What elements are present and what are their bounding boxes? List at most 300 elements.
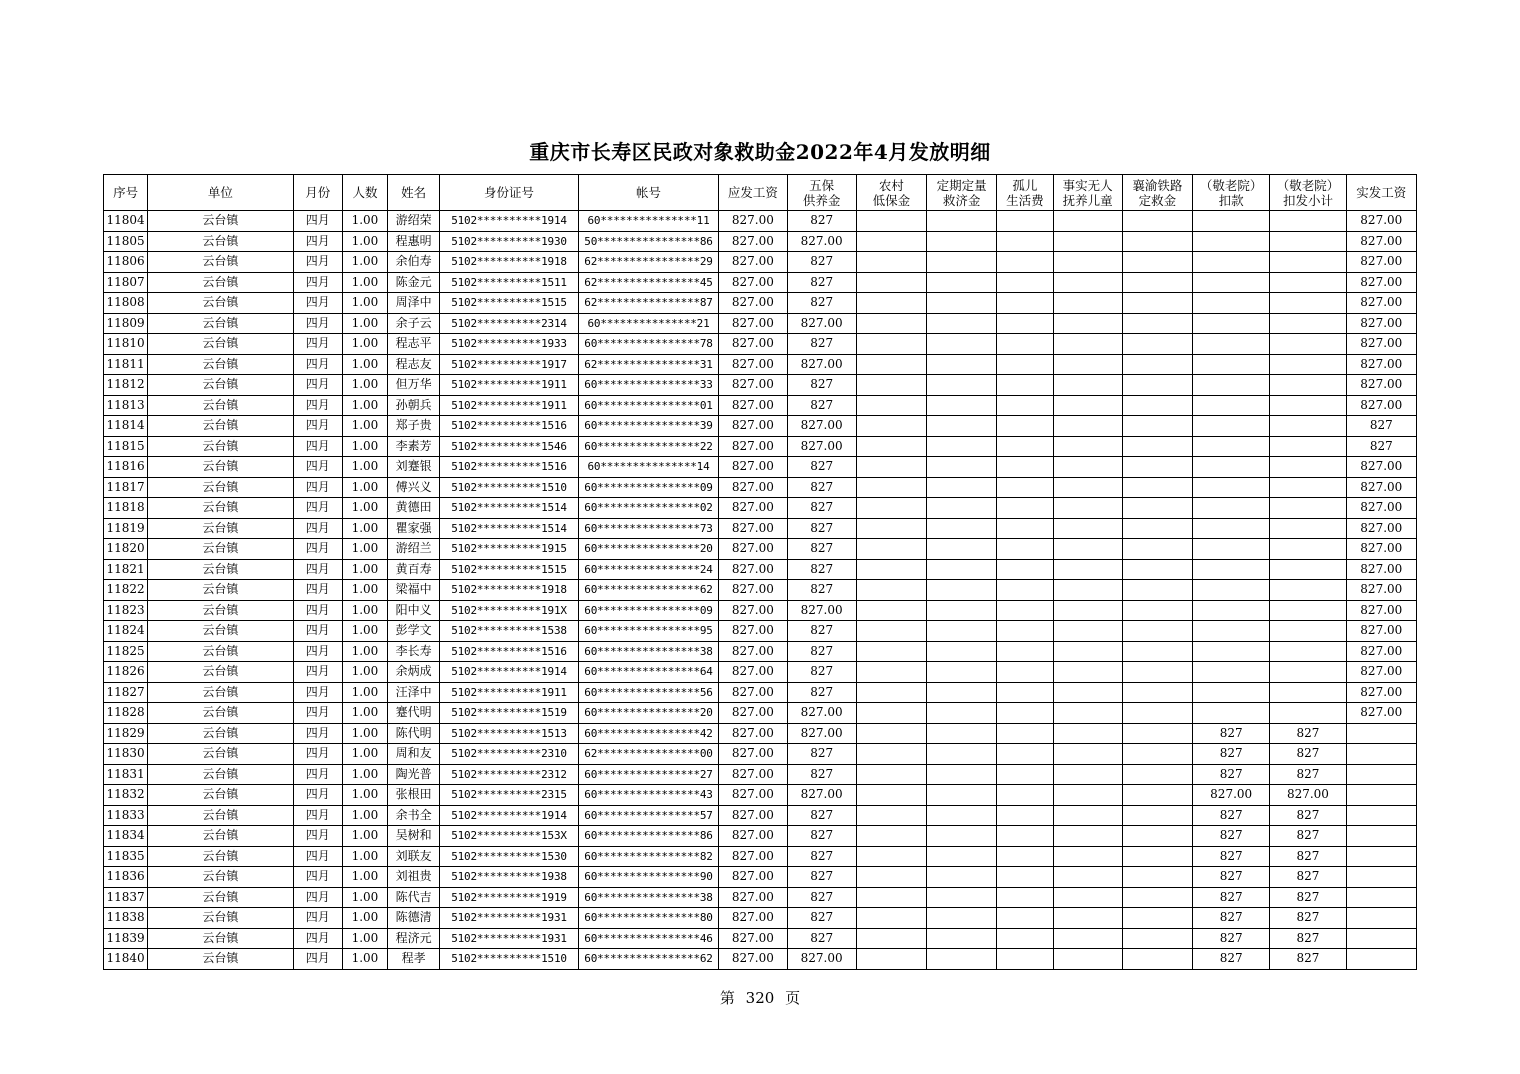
cell-fixed-relief	[927, 293, 997, 314]
cell-nursing-subtotal: 827	[1270, 846, 1346, 867]
cell-gross-pay: 827.00	[719, 580, 787, 601]
cell-unit: 云台镇	[148, 539, 294, 560]
cell-fixed-relief	[927, 498, 997, 519]
cell-nursing-subtotal	[1270, 375, 1346, 396]
cell-orphan-allowance	[997, 867, 1053, 888]
cell-orphan-allowance	[997, 949, 1053, 970]
cell-rural-subsidy	[856, 518, 926, 539]
cell-fixed-relief	[927, 600, 997, 621]
cell-nursing-subtotal: 827	[1270, 826, 1346, 847]
cell-net-pay: 827.00	[1346, 498, 1416, 519]
cell-month: 四月	[293, 703, 342, 724]
table-row	[104, 744, 1417, 765]
cell-rural-subsidy	[856, 252, 926, 273]
cell-fixed-relief	[927, 334, 997, 355]
cell-account: 60****************39	[578, 416, 719, 437]
cell-five-guarantee: 827	[787, 621, 856, 642]
cell-fixed-relief	[927, 826, 997, 847]
cell-rural-subsidy	[856, 211, 926, 232]
cell-gross-pay: 827.00	[719, 703, 787, 724]
cell-orphan-allowance	[997, 231, 1053, 252]
cell-five-guarantee: 827.00	[787, 436, 856, 457]
cell-headcount: 1.00	[342, 826, 387, 847]
cell-id-number: 5102**********2315	[440, 785, 579, 806]
cell-unsupported-child	[1053, 621, 1122, 642]
cell-account: 60***************21	[578, 313, 719, 334]
cell-name: 陈代吉	[388, 887, 440, 908]
cell-unsupported-child	[1053, 211, 1122, 232]
cell-account: 60****************09	[578, 600, 719, 621]
cell-id-number: 5102**********2310	[440, 744, 579, 765]
cell-railway-relief	[1122, 416, 1192, 437]
cell-railway-relief	[1122, 498, 1192, 519]
cell-month: 四月	[293, 682, 342, 703]
table-row	[104, 436, 1417, 457]
cell-gross-pay: 827.00	[719, 416, 787, 437]
cell-unsupported-child	[1053, 518, 1122, 539]
cell-unsupported-child	[1053, 416, 1122, 437]
table-body	[104, 211, 1417, 970]
cell-id-number: 5102**********1516	[440, 457, 579, 478]
cell-five-guarantee: 827.00	[787, 354, 856, 375]
cell-serial: 11828	[104, 703, 148, 724]
cell-net-pay: 827.00	[1346, 375, 1416, 396]
cell-month: 四月	[293, 600, 342, 621]
cell-five-guarantee: 827.00	[787, 313, 856, 334]
cell-fixed-relief	[927, 785, 997, 806]
cell-net-pay: 827.00	[1346, 211, 1416, 232]
header-net-pay: 实发工资	[1346, 175, 1416, 211]
cell-five-guarantee: 827	[787, 293, 856, 314]
cell-id-number: 5102**********1911	[440, 375, 579, 396]
cell-railway-relief	[1122, 682, 1192, 703]
cell-net-pay: 827.00	[1346, 539, 1416, 560]
cell-nursing-subtotal: 827	[1270, 908, 1346, 929]
cell-nursing-subtotal: 827.00	[1270, 785, 1346, 806]
cell-net-pay: 827.00	[1346, 293, 1416, 314]
cell-railway-relief	[1122, 805, 1192, 826]
cell-net-pay: 827.00	[1346, 272, 1416, 293]
cell-month: 四月	[293, 354, 342, 375]
cell-serial: 11826	[104, 662, 148, 683]
cell-fixed-relief	[927, 662, 997, 683]
cell-five-guarantee: 827	[787, 211, 856, 232]
cell-id-number: 5102**********1538	[440, 621, 579, 642]
cell-five-guarantee: 827	[787, 744, 856, 765]
cell-gross-pay: 827.00	[719, 621, 787, 642]
cell-rural-subsidy	[856, 887, 926, 908]
cell-nursing-subtotal	[1270, 600, 1346, 621]
header-nursing-subtotal: （敬老院） 扣发小计	[1270, 175, 1346, 211]
cell-railway-relief	[1122, 375, 1192, 396]
cell-fixed-relief	[927, 539, 997, 560]
cell-month: 四月	[293, 867, 342, 888]
cell-unit: 云台镇	[148, 293, 294, 314]
cell-five-guarantee: 827	[787, 559, 856, 580]
cell-rural-subsidy	[856, 621, 926, 642]
cell-fixed-relief	[927, 354, 997, 375]
cell-id-number: 5102**********1915	[440, 539, 579, 560]
cell-serial: 11823	[104, 600, 148, 621]
cell-five-guarantee: 827	[787, 252, 856, 273]
cell-rural-subsidy	[856, 477, 926, 498]
cell-nursing-deduction	[1193, 559, 1270, 580]
cell-nursing-subtotal: 827	[1270, 867, 1346, 888]
cell-fixed-relief	[927, 846, 997, 867]
header-rural-subsidy: 农村 低保金	[856, 175, 926, 211]
cell-railway-relief	[1122, 231, 1192, 252]
cell-name: 余书全	[388, 805, 440, 826]
cell-five-guarantee: 827	[787, 928, 856, 949]
cell-month: 四月	[293, 416, 342, 437]
cell-name: 周和友	[388, 744, 440, 765]
cell-account: 60****************33	[578, 375, 719, 396]
cell-unit: 云台镇	[148, 949, 294, 970]
cell-month: 四月	[293, 395, 342, 416]
cell-unit: 云台镇	[148, 477, 294, 498]
cell-serial: 11833	[104, 805, 148, 826]
page-number: 320	[745, 989, 775, 1007]
cell-headcount: 1.00	[342, 867, 387, 888]
cell-rural-subsidy	[856, 662, 926, 683]
cell-rural-subsidy	[856, 457, 926, 478]
cell-nursing-subtotal: 827	[1270, 764, 1346, 785]
cell-headcount: 1.00	[342, 313, 387, 334]
cell-unit: 云台镇	[148, 641, 294, 662]
cell-net-pay: 827.00	[1346, 313, 1416, 334]
cell-name: 陶光普	[388, 764, 440, 785]
cell-name: 李素芳	[388, 436, 440, 457]
table-row	[104, 621, 1417, 642]
cell-railway-relief	[1122, 908, 1192, 929]
cell-unit: 云台镇	[148, 805, 294, 826]
cell-id-number: 5102**********1914	[440, 211, 579, 232]
cell-nursing-subtotal	[1270, 662, 1346, 683]
cell-name: 傅兴义	[388, 477, 440, 498]
cell-rural-subsidy	[856, 949, 926, 970]
cell-net-pay	[1346, 805, 1416, 826]
cell-nursing-deduction	[1193, 477, 1270, 498]
cell-unsupported-child	[1053, 723, 1122, 744]
cell-id-number: 5102**********1914	[440, 662, 579, 683]
cell-name: 程济元	[388, 928, 440, 949]
cell-net-pay: 827.00	[1346, 354, 1416, 375]
cell-orphan-allowance	[997, 662, 1053, 683]
cell-rural-subsidy	[856, 723, 926, 744]
cell-gross-pay: 827.00	[719, 949, 787, 970]
cell-five-guarantee: 827	[787, 334, 856, 355]
cell-serial: 11809	[104, 313, 148, 334]
cell-gross-pay: 827.00	[719, 436, 787, 457]
cell-orphan-allowance	[997, 928, 1053, 949]
cell-headcount: 1.00	[342, 293, 387, 314]
cell-railway-relief	[1122, 723, 1192, 744]
cell-name: 陈代明	[388, 723, 440, 744]
cell-nursing-deduction	[1193, 703, 1270, 724]
cell-headcount: 1.00	[342, 785, 387, 806]
cell-unsupported-child	[1053, 641, 1122, 662]
cell-headcount: 1.00	[342, 805, 387, 826]
page-title: 重庆市长寿区民政对象救助金2022年4月发放明细	[529, 140, 991, 164]
cell-unsupported-child	[1053, 395, 1122, 416]
cell-headcount: 1.00	[342, 272, 387, 293]
table-row	[104, 313, 1417, 334]
cell-gross-pay: 827.00	[719, 375, 787, 396]
cell-orphan-allowance	[997, 641, 1053, 662]
cell-gross-pay: 827.00	[719, 908, 787, 929]
cell-gross-pay: 827.00	[719, 641, 787, 662]
cell-account: 60***************11	[578, 211, 719, 232]
cell-railway-relief	[1122, 826, 1192, 847]
cell-five-guarantee: 827	[787, 375, 856, 396]
cell-orphan-allowance	[997, 846, 1053, 867]
cell-rural-subsidy	[856, 293, 926, 314]
cell-account: 60****************82	[578, 846, 719, 867]
cell-gross-pay: 827.00	[719, 744, 787, 765]
cell-id-number: 5102**********1914	[440, 805, 579, 826]
cell-nursing-deduction: 827	[1193, 826, 1270, 847]
cell-rural-subsidy	[856, 805, 926, 826]
cell-serial: 11840	[104, 949, 148, 970]
cell-serial: 11835	[104, 846, 148, 867]
cell-month: 四月	[293, 723, 342, 744]
cell-month: 四月	[293, 211, 342, 232]
cell-orphan-allowance	[997, 416, 1053, 437]
cell-nursing-subtotal: 827	[1270, 949, 1346, 970]
cell-serial: 11818	[104, 498, 148, 519]
cell-rural-subsidy	[856, 334, 926, 355]
cell-month: 四月	[293, 231, 342, 252]
cell-railway-relief	[1122, 744, 1192, 765]
cell-rural-subsidy	[856, 908, 926, 929]
table-row	[104, 641, 1417, 662]
cell-unit: 云台镇	[148, 928, 294, 949]
cell-id-number: 5102**********1530	[440, 846, 579, 867]
cell-unit: 云台镇	[148, 211, 294, 232]
cell-orphan-allowance	[997, 723, 1053, 744]
table-row	[104, 887, 1417, 908]
cell-unit: 云台镇	[148, 252, 294, 273]
cell-five-guarantee: 827.00	[787, 949, 856, 970]
cell-month: 四月	[293, 334, 342, 355]
cell-unsupported-child	[1053, 498, 1122, 519]
cell-unit: 云台镇	[148, 662, 294, 683]
cell-account: 60****************78	[578, 334, 719, 355]
cell-account: 60****************24	[578, 559, 719, 580]
cell-month: 四月	[293, 518, 342, 539]
cell-net-pay: 827	[1346, 436, 1416, 457]
cell-nursing-deduction: 827	[1193, 908, 1270, 929]
table-row	[104, 416, 1417, 437]
table-row	[104, 477, 1417, 498]
cell-nursing-deduction	[1193, 580, 1270, 601]
cell-railway-relief	[1122, 313, 1192, 334]
table-row	[104, 580, 1417, 601]
cell-unit: 云台镇	[148, 621, 294, 642]
cell-name: 程志平	[388, 334, 440, 355]
cell-railway-relief	[1122, 272, 1192, 293]
table-row	[104, 559, 1417, 580]
cell-orphan-allowance	[997, 211, 1053, 232]
cell-account: 60****************80	[578, 908, 719, 929]
cell-orphan-allowance	[997, 354, 1053, 375]
cell-unsupported-child	[1053, 928, 1122, 949]
cell-serial: 11837	[104, 887, 148, 908]
header-fixed-relief: 定期定量 救济金	[927, 175, 997, 211]
cell-nursing-deduction	[1193, 641, 1270, 662]
cell-month: 四月	[293, 826, 342, 847]
cell-account: 60****************62	[578, 949, 719, 970]
cell-headcount: 1.00	[342, 928, 387, 949]
cell-fixed-relief	[927, 313, 997, 334]
cell-rural-subsidy	[856, 395, 926, 416]
table-row	[104, 949, 1417, 970]
cell-account: 60****************90	[578, 867, 719, 888]
cell-month: 四月	[293, 457, 342, 478]
cell-headcount: 1.00	[342, 580, 387, 601]
table-row	[104, 703, 1417, 724]
relief-fund-table	[103, 174, 1417, 970]
cell-gross-pay: 827.00	[719, 600, 787, 621]
footer-suffix: 页	[785, 989, 801, 1007]
cell-gross-pay: 827.00	[719, 662, 787, 683]
cell-unsupported-child	[1053, 949, 1122, 970]
cell-rural-subsidy	[856, 846, 926, 867]
cell-id-number: 5102**********1516	[440, 416, 579, 437]
cell-railway-relief	[1122, 785, 1192, 806]
cell-nursing-deduction	[1193, 293, 1270, 314]
cell-fixed-relief	[927, 641, 997, 662]
cell-net-pay	[1346, 949, 1416, 970]
cell-gross-pay: 827.00	[719, 272, 787, 293]
cell-gross-pay: 827.00	[719, 334, 787, 355]
table-row	[104, 272, 1417, 293]
cell-gross-pay: 827.00	[719, 723, 787, 744]
table-row	[104, 375, 1417, 396]
cell-account: 62****************31	[578, 354, 719, 375]
cell-five-guarantee: 827	[787, 805, 856, 826]
cell-name: 游绍兰	[388, 539, 440, 560]
cell-unit: 云台镇	[148, 600, 294, 621]
cell-headcount: 1.00	[342, 416, 387, 437]
table-row	[104, 252, 1417, 273]
cell-id-number: 5102**********1514	[440, 498, 579, 519]
cell-fixed-relief	[927, 457, 997, 478]
cell-unit: 云台镇	[148, 334, 294, 355]
header-serial: 序号	[104, 175, 148, 211]
cell-gross-pay: 827.00	[719, 518, 787, 539]
header-unit: 单位	[148, 175, 294, 211]
cell-railway-relief	[1122, 641, 1192, 662]
cell-nursing-subtotal: 827	[1270, 887, 1346, 908]
cell-nursing-deduction: 827	[1193, 949, 1270, 970]
cell-account: 60****************38	[578, 887, 719, 908]
cell-gross-pay: 827.00	[719, 457, 787, 478]
cell-unit: 云台镇	[148, 908, 294, 929]
cell-unit: 云台镇	[148, 231, 294, 252]
cell-nursing-deduction: 827	[1193, 867, 1270, 888]
cell-railway-relief	[1122, 252, 1192, 273]
cell-nursing-deduction	[1193, 539, 1270, 560]
cell-serial: 11827	[104, 682, 148, 703]
cell-five-guarantee: 827.00	[787, 416, 856, 437]
cell-nursing-deduction: 827	[1193, 846, 1270, 867]
table-row	[104, 928, 1417, 949]
cell-rural-subsidy	[856, 641, 926, 662]
cell-unsupported-child	[1053, 436, 1122, 457]
cell-nursing-subtotal	[1270, 395, 1346, 416]
cell-net-pay	[1346, 887, 1416, 908]
cell-orphan-allowance	[997, 744, 1053, 765]
cell-fixed-relief	[927, 580, 997, 601]
cell-fixed-relief	[927, 621, 997, 642]
cell-net-pay: 827.00	[1346, 395, 1416, 416]
cell-account: 62****************00	[578, 744, 719, 765]
cell-five-guarantee: 827.00	[787, 723, 856, 744]
cell-month: 四月	[293, 621, 342, 642]
cell-gross-pay: 827.00	[719, 928, 787, 949]
cell-orphan-allowance	[997, 621, 1053, 642]
cell-unit: 云台镇	[148, 498, 294, 519]
table-row	[104, 518, 1417, 539]
cell-nursing-deduction	[1193, 682, 1270, 703]
cell-railway-relief	[1122, 457, 1192, 478]
table-row	[104, 805, 1417, 826]
cell-name: 余伯寿	[388, 252, 440, 273]
cell-serial: 11812	[104, 375, 148, 396]
table-row	[104, 354, 1417, 375]
header-orphan-allowance: 孤儿 生活费	[997, 175, 1053, 211]
cell-railway-relief	[1122, 703, 1192, 724]
cell-fixed-relief	[927, 867, 997, 888]
cell-rural-subsidy	[856, 764, 926, 785]
cell-id-number: 5102**********153X	[440, 826, 579, 847]
cell-name: 程惠明	[388, 231, 440, 252]
cell-id-number: 5102**********1918	[440, 252, 579, 273]
cell-month: 四月	[293, 744, 342, 765]
cell-gross-pay: 827.00	[719, 846, 787, 867]
cell-nursing-deduction	[1193, 395, 1270, 416]
cell-id-number: 5102**********1917	[440, 354, 579, 375]
page-footer	[0, 987, 1520, 1008]
cell-nursing-subtotal	[1270, 211, 1346, 232]
cell-five-guarantee: 827.00	[787, 785, 856, 806]
cell-serial: 11830	[104, 744, 148, 765]
cell-gross-pay: 827.00	[719, 539, 787, 560]
cell-name: 李长寿	[388, 641, 440, 662]
cell-orphan-allowance	[997, 600, 1053, 621]
cell-headcount: 1.00	[342, 559, 387, 580]
cell-railway-relief	[1122, 477, 1192, 498]
cell-id-number: 5102**********191X	[440, 600, 579, 621]
header-gross-pay: 应发工资	[719, 175, 787, 211]
cell-name: 汪泽中	[388, 682, 440, 703]
cell-gross-pay: 827.00	[719, 764, 787, 785]
cell-nursing-deduction	[1193, 272, 1270, 293]
cell-unsupported-child	[1053, 867, 1122, 888]
table-row	[104, 211, 1417, 232]
cell-rural-subsidy	[856, 272, 926, 293]
cell-id-number: 5102**********2312	[440, 764, 579, 785]
cell-five-guarantee: 827	[787, 887, 856, 908]
cell-unsupported-child	[1053, 477, 1122, 498]
cell-unit: 云台镇	[148, 313, 294, 334]
cell-rural-subsidy	[856, 375, 926, 396]
cell-orphan-allowance	[997, 293, 1053, 314]
cell-name: 黄德田	[388, 498, 440, 519]
cell-unit: 云台镇	[148, 703, 294, 724]
cell-unsupported-child	[1053, 744, 1122, 765]
